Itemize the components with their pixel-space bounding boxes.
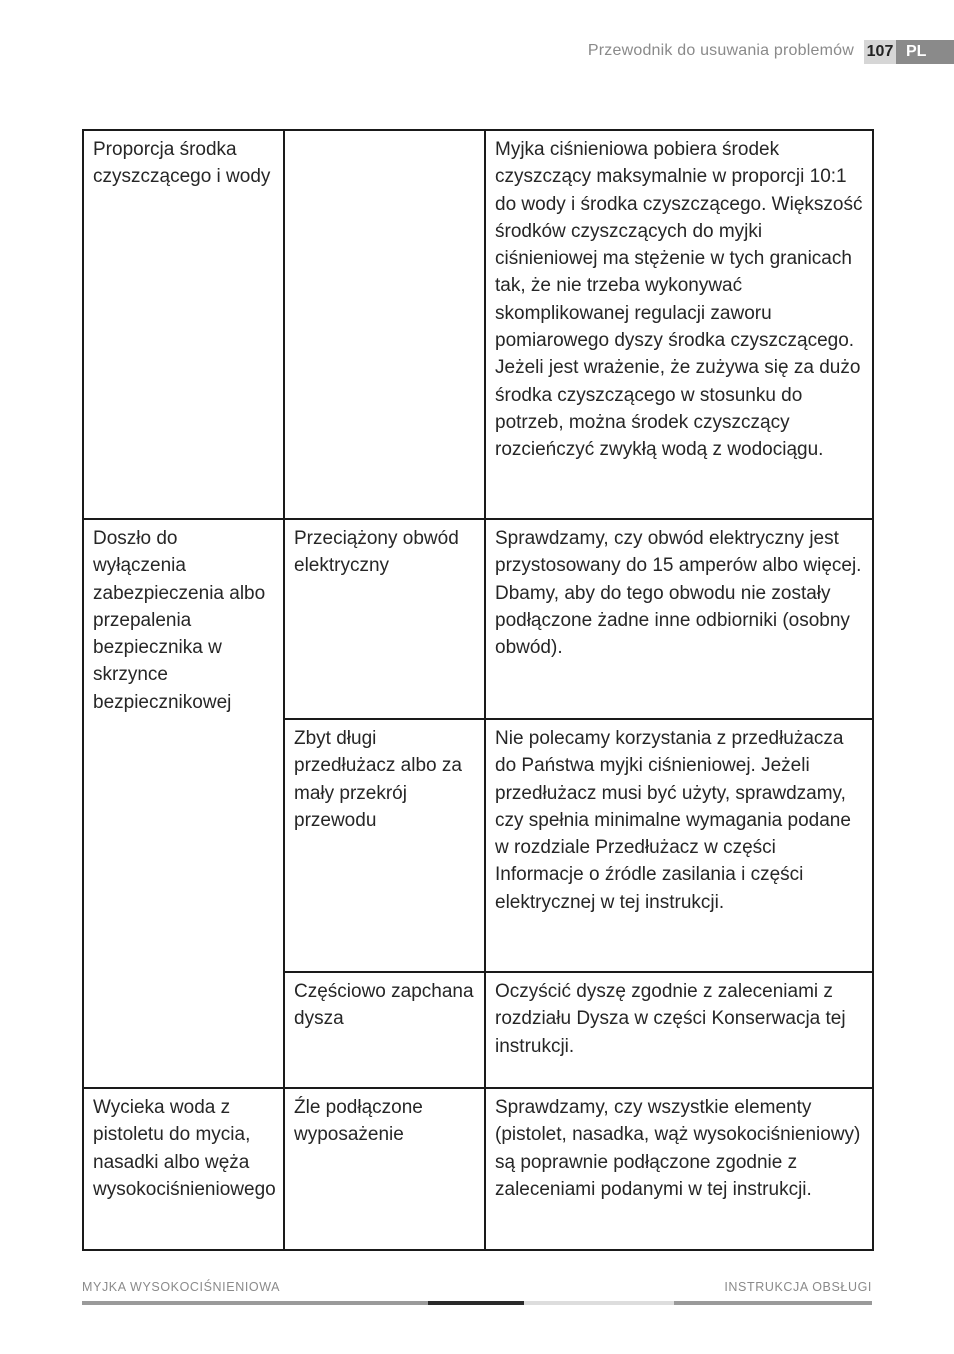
cause-cell: Zbyt długi przedłużacz albo za mały przekrój przewodu bbox=[284, 719, 485, 972]
problem-cell: Proporcja środka czyszczącego i wody bbox=[83, 130, 284, 519]
cause-cell bbox=[284, 130, 485, 519]
solution-cell: Nie polecamy korzystania z przedłużacza do Państwa myjki ciśnieniowej. Jeżeli przedłużacz musi być użyty, sprawdzamy, czy spełnia minimalne wymagania podane w rozdziale Przedłużacz w części Informacje o źródle zasilania i części elektrycznej w tej instrukcji. bbox=[485, 719, 873, 972]
page-number: 107 bbox=[864, 40, 896, 64]
language-badge: PL bbox=[896, 40, 954, 64]
cause-cell: Przeciążony obwód elektryczny bbox=[284, 519, 485, 719]
footer-product-name: MYJKA WYSOKOCIŚNIENIOWA bbox=[82, 1280, 281, 1294]
troubleshooting-table bbox=[82, 129, 874, 1251]
table-row bbox=[83, 1088, 873, 1250]
footer-divider bbox=[674, 1301, 872, 1305]
cause-cell: Źle podłączone wyposażenie bbox=[284, 1088, 485, 1250]
footer-divider bbox=[428, 1301, 524, 1305]
cause-cell: Częściowo zapchana dysza bbox=[284, 972, 485, 1088]
footer-divider bbox=[82, 1301, 428, 1305]
solution-cell: Sprawdzamy, czy obwód elektryczny jest przystosowany do 15 amperów albo więcej. Dbamy, aby do tego obwodu nie zostały podłączone żadne inne odbiorniki (osobny obwód). bbox=[485, 519, 873, 719]
problem-cell: Doszło do wyłączenia zabezpieczenia albo przepalenia bezpiecznika w skrzynce bezpiecznikowej bbox=[83, 519, 284, 1088]
section-title: Przewodnik do usuwania problemów bbox=[587, 42, 854, 59]
table-row bbox=[83, 519, 873, 719]
solution-cell: Sprawdzamy, czy wszystkie elementy (pistolet, nasadka, wąż wysokociśnieniowy) są poprawnie podłączone zgodnie z zaleceniami podanymi w tej instrukcji. bbox=[485, 1088, 873, 1250]
table-row bbox=[83, 130, 873, 519]
footer-document-type: INSTRUKCJA OBSŁUGI bbox=[724, 1280, 872, 1294]
footer-divider bbox=[524, 1301, 674, 1305]
problem-cell: Wycieka woda z pistoletu do mycia, nasadki albo węża wysokociśnieniowego bbox=[83, 1088, 284, 1250]
solution-cell: Myjka ciśnieniowa pobiera środek czyszczący maksymalnie w proporcji 10:1 do wody i środka czyszczącego. Większość środków czyszczących do myjki ciśnieniowej ma stężenie w tych granicach tak, że nie trzeba wykonywać skomplikowanej regulacji zaworu pomiarowego dyszy środka czyszczącego. Jeżeli jest wrażenie, że zużywa się za dużo środka czyszczącego w stosunku do potrzeb, można środek czyszczący rozcieńczyć zwykłą wodą z wodociągu. bbox=[485, 130, 873, 519]
solution-cell: Oczyścić dyszę zgodnie z zaleceniami z rozdziału Dysza w części Konserwacja tej instrukcji. bbox=[485, 972, 873, 1088]
